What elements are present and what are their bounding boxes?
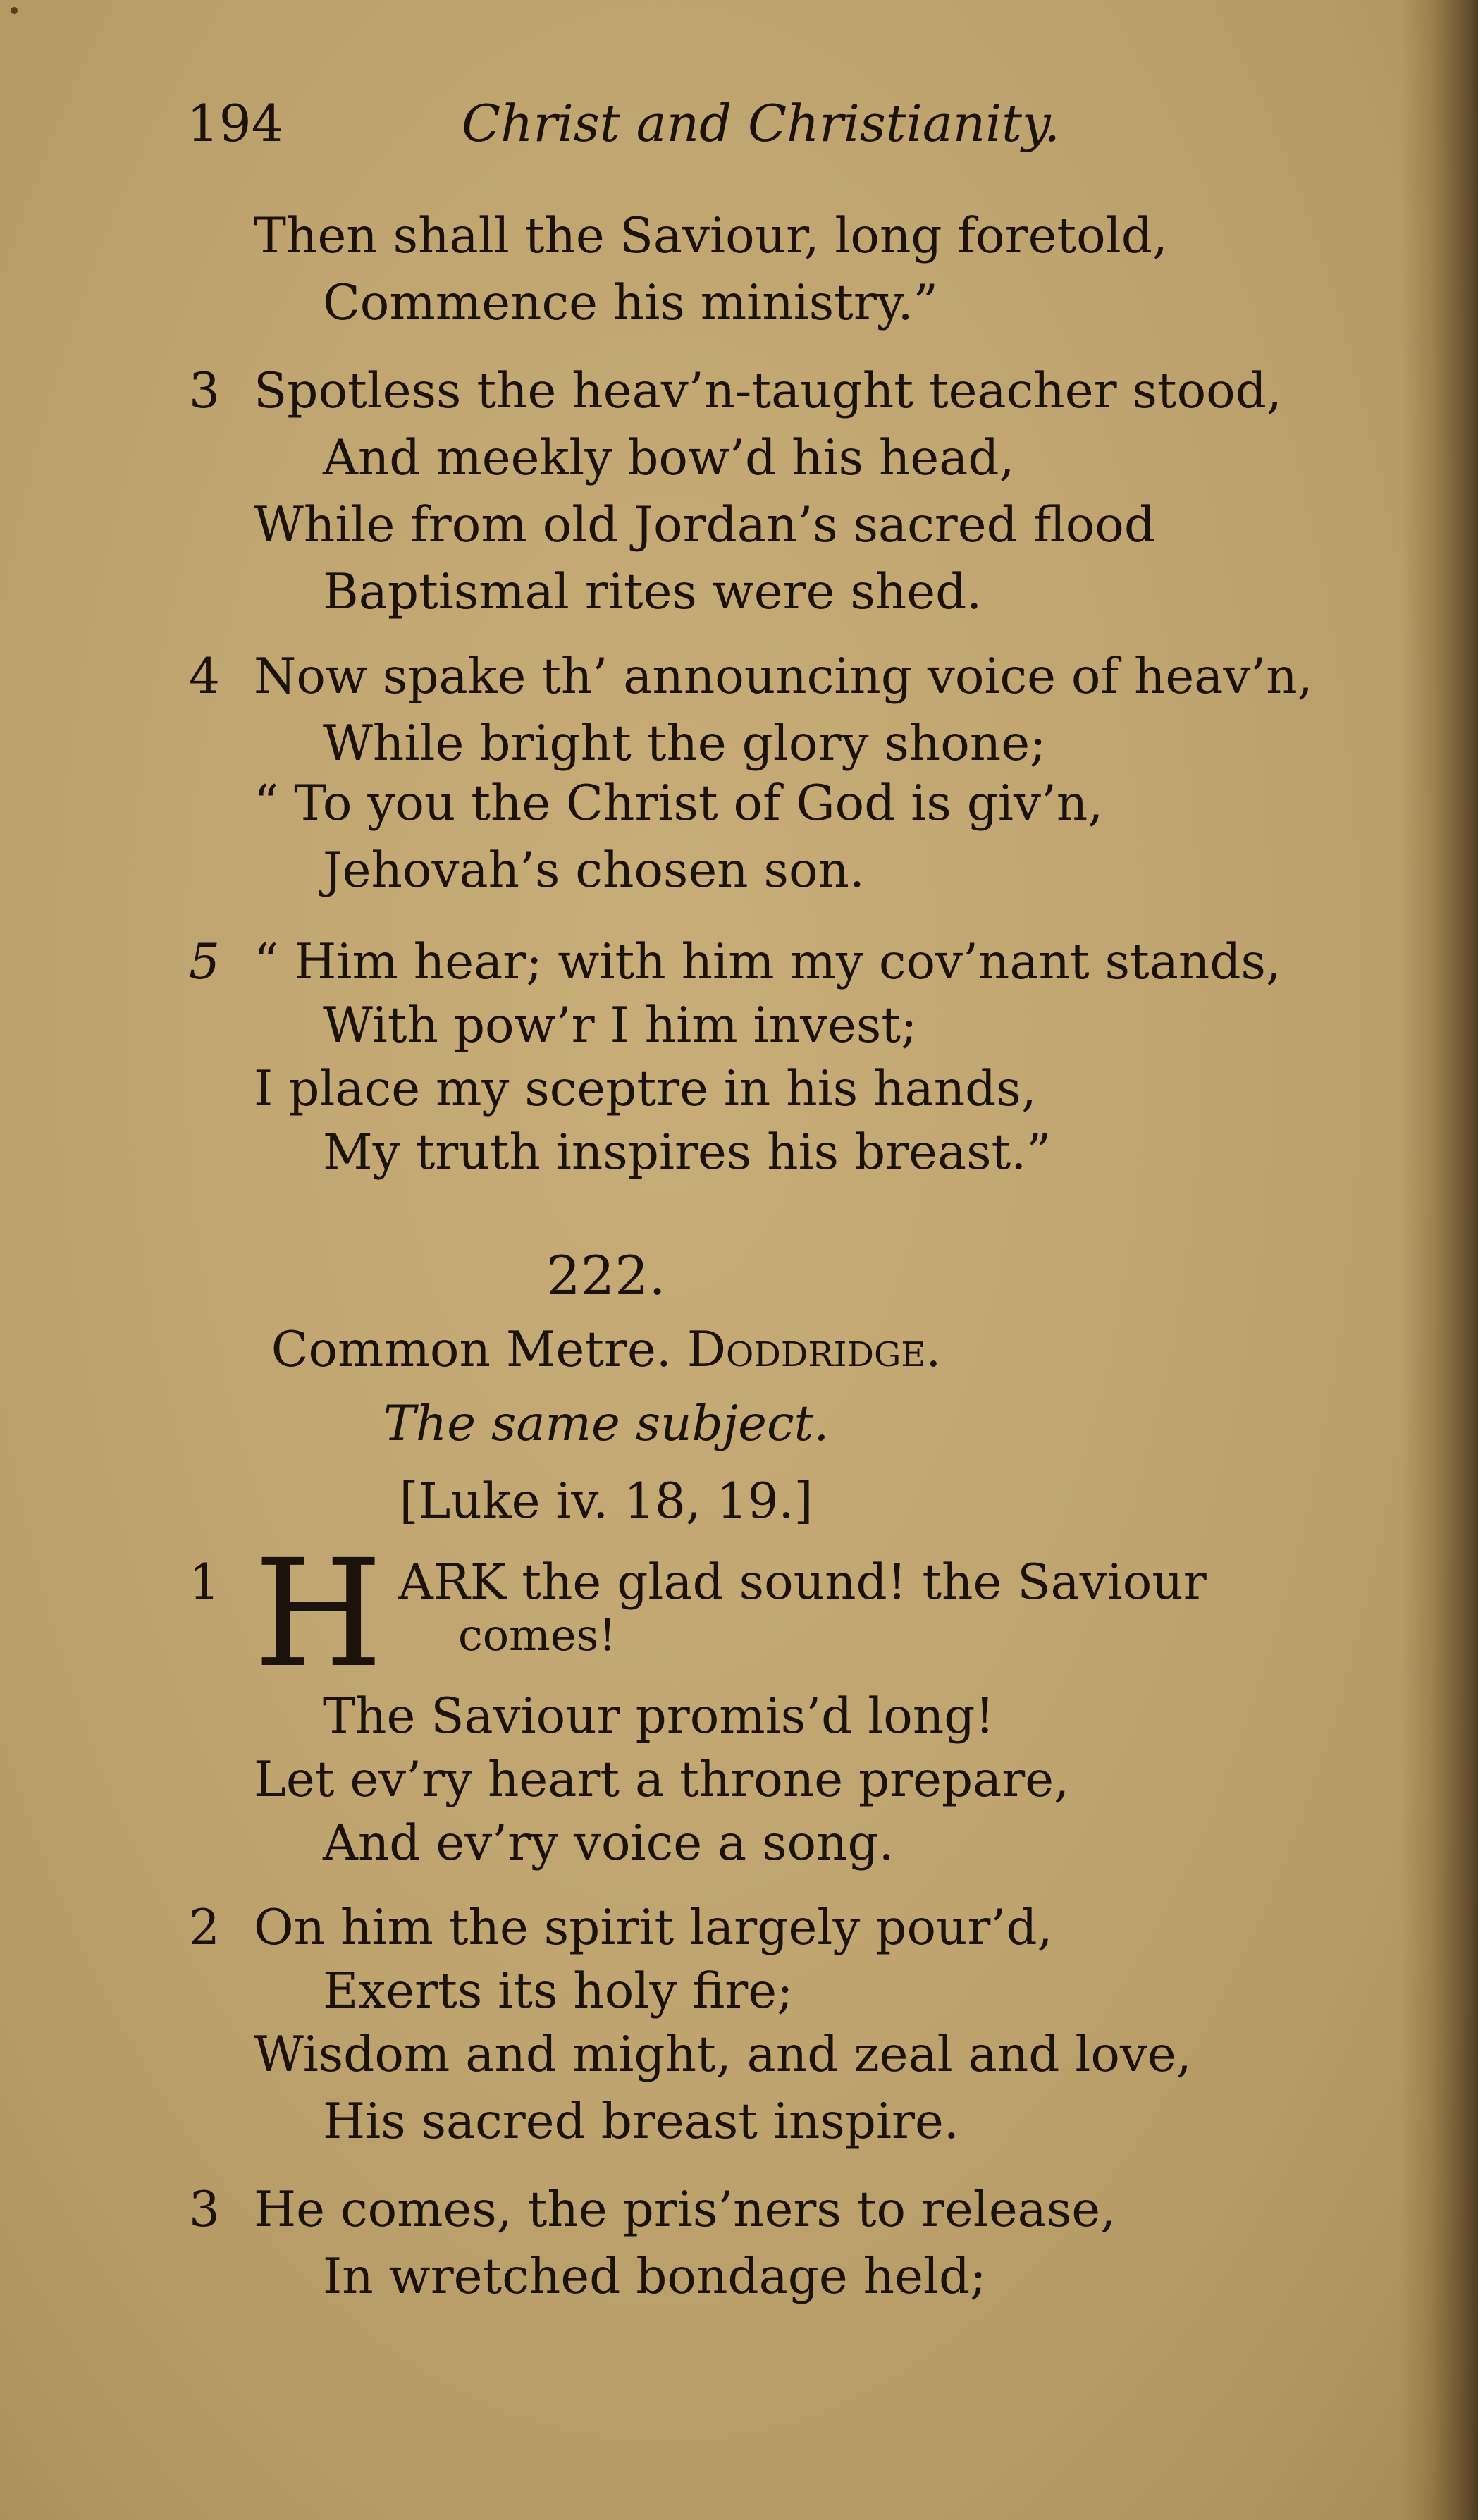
verse-line: And meekly bow’d his head, [323,430,1015,486]
verse-line: While from old Jordan’s sacred flood [254,497,1155,553]
running-title: Christ and Christianity. [462,94,1061,153]
verse-line: He comes, the pris’ners to release, [254,2182,1116,2238]
verse-line: Jehovah’s chosen son. [323,842,865,899]
paper-speck [11,7,18,14]
verse-line: Exerts its holy fire; [323,1963,794,2020]
verse-line: And ev’ry voice a song. [323,1815,894,1871]
hymn-subtitle: The same subject. [383,1396,830,1452]
verse-line: Commence his ministry.” [323,275,938,331]
hymn-author: Doddridge. [686,1322,942,1378]
verse-number: 1 [189,1554,220,1611]
verse-line: The Saviour promis’d long! [323,1688,995,1745]
hymn-metre: Common Metre. [271,1322,672,1378]
verse-line: Now spake th’ announcing voice of heav’n, [254,649,1313,705]
verse-line: His sacred breast inspire. [323,2094,959,2150]
verse-line: With pow’r I him invest; [323,997,918,1054]
verse-number: 4 [189,649,220,705]
verse-line: Let ev’ry heart a throne prepare, [254,1752,1070,1808]
scripture-reference: [Luke iv. 18, 19.] [399,1473,813,1530]
verse-line: Then shall the Saviour, long foretold, [254,208,1168,264]
verse-number: 5 [189,934,220,990]
drop-cap: H [254,1528,383,1700]
verse-line: “ To you the Christ of God is giv’n, [254,775,1104,832]
hymn-number: 222. [546,1244,666,1307]
hymn-metre-author [0,1318,1212,1382]
verse-line: While bright the glory shone; [323,715,1047,772]
verse-line: comes! [458,1609,617,1661]
verse-number: 3 [189,363,220,419]
verse-line: On him the spirit largely pour’d, [254,1900,1053,1956]
verse-line: I place my sceptre in his hands, [254,1061,1037,1117]
verse-number: 3 [189,2182,220,2238]
verse-line: Baptismal rites were shed. [323,564,983,620]
verse-line: “ Him hear; with him my cov’nant stands, [254,934,1281,990]
verse-line: My truth inspires his breast.” [323,1124,1052,1181]
verse-line: ARK the glad sound! the Saviour [398,1554,1207,1611]
verse-line: Wisdom and might, and zeal and love, [254,2027,1192,2083]
verse-line: Spotless the heav’n-taught teacher stood, [254,363,1282,419]
verse-line: In wretched bondage held; [323,2249,987,2305]
page-edge-shadow [1400,0,1478,2520]
verse-number: 2 [189,1900,220,1956]
page-number: 194 [187,94,284,153]
